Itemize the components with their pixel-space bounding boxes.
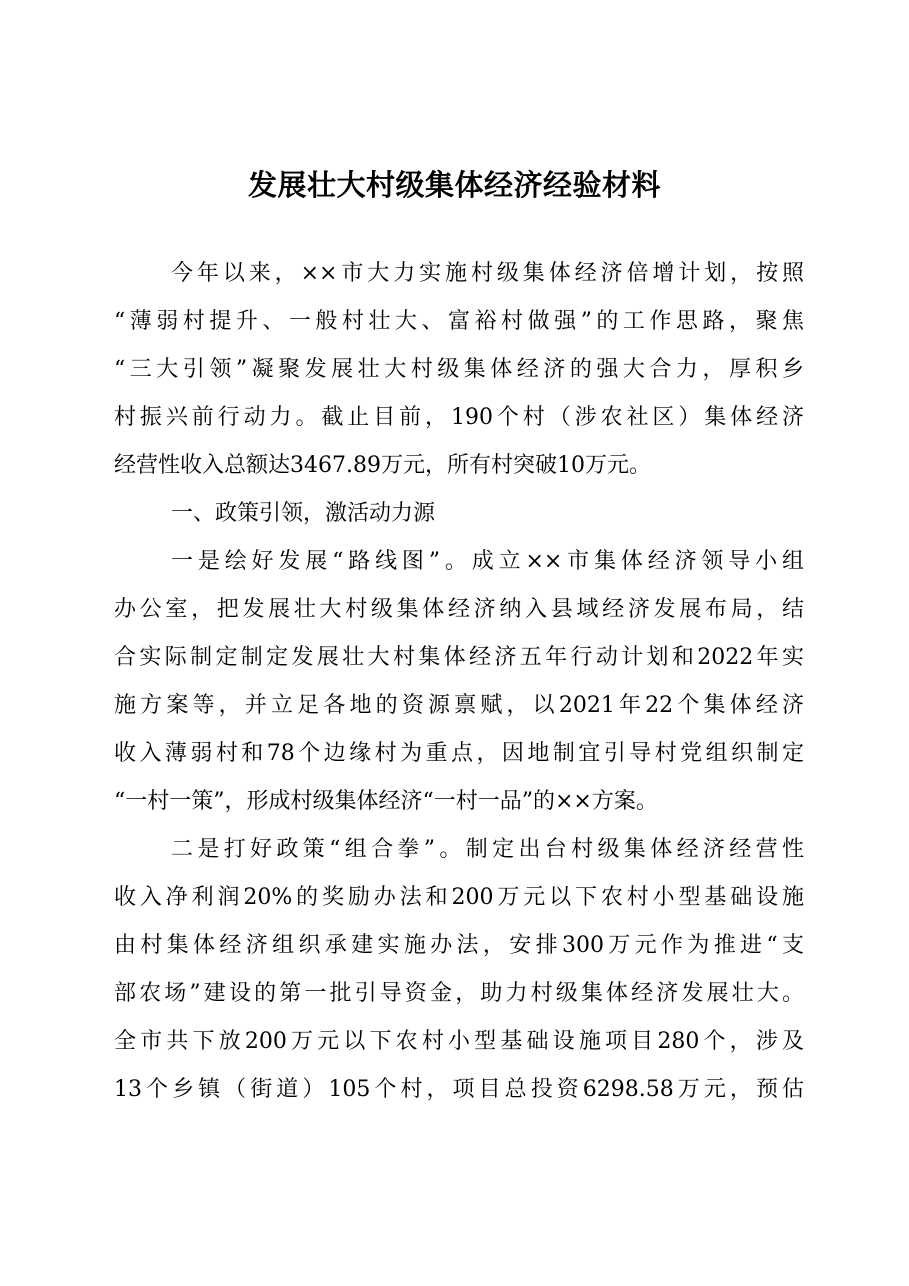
text-line: 13个乡镇（街道）105个村，项目总投资6298.58万元，预估 xyxy=(114,1077,804,1102)
text-line: 收入薄弱村和78个边缘村为重点，因地制宜引导村党组织制定 xyxy=(114,741,804,766)
text-line: 一是绘好发展“路线图”。成立××市集体经济领导小组 xyxy=(171,549,804,574)
text-line: 收入净利润20%的奖励办法和200万元以下农村小型基础设施 xyxy=(114,885,804,910)
text-line: 一、政策引领，激活动力源 xyxy=(171,501,436,526)
text-line: 办公室，把发展壮大村级集体经济纳入县域经济发展布局，结 xyxy=(114,597,804,622)
text-line: “一村一策”，形成村级集体经济“一村一品”的××方案。 xyxy=(114,789,658,814)
text-line: “薄弱村提升、一般村壮大、富裕村做强”的工作思路，聚焦 xyxy=(114,309,804,334)
text-line: 合实际制定制定发展壮大村集体经济五年行动计划和2022年实 xyxy=(114,645,804,670)
text-line: 村振兴前行动力。截止目前，190个村（涉农社区）集体经济 xyxy=(114,405,804,430)
text-line: 全市共下放200万元以下农村小型基础设施项目280个，涉及 xyxy=(114,1029,804,1054)
text-line: 由村集体经济组织承建实施办法，安排300万元作为推进“支 xyxy=(114,933,804,958)
text-line: 今年以来，××市大力实施村级集体经济倍增计划，按照 xyxy=(171,261,804,286)
document-title: 发展壮大村级集体经济经验材料 xyxy=(247,168,661,202)
text-line: 二是打好政策“组合拳”。制定出台村级集体经济经营性 xyxy=(171,837,804,862)
text-line: 经营性收入总额达3467.89万元，所有村突破10万元。 xyxy=(114,453,651,478)
document-body xyxy=(114,250,804,1114)
text-line: “三大引领”凝聚发展壮大村级集体经济的强大合力，厚积乡 xyxy=(114,357,804,382)
text-line: 部农场”建设的第一批引导资金，助力村级集体经济发展壮大。 xyxy=(114,981,804,1006)
text-line: 施方案等，并立足各地的资源禀赋，以2021年22个集体经济 xyxy=(114,693,804,718)
